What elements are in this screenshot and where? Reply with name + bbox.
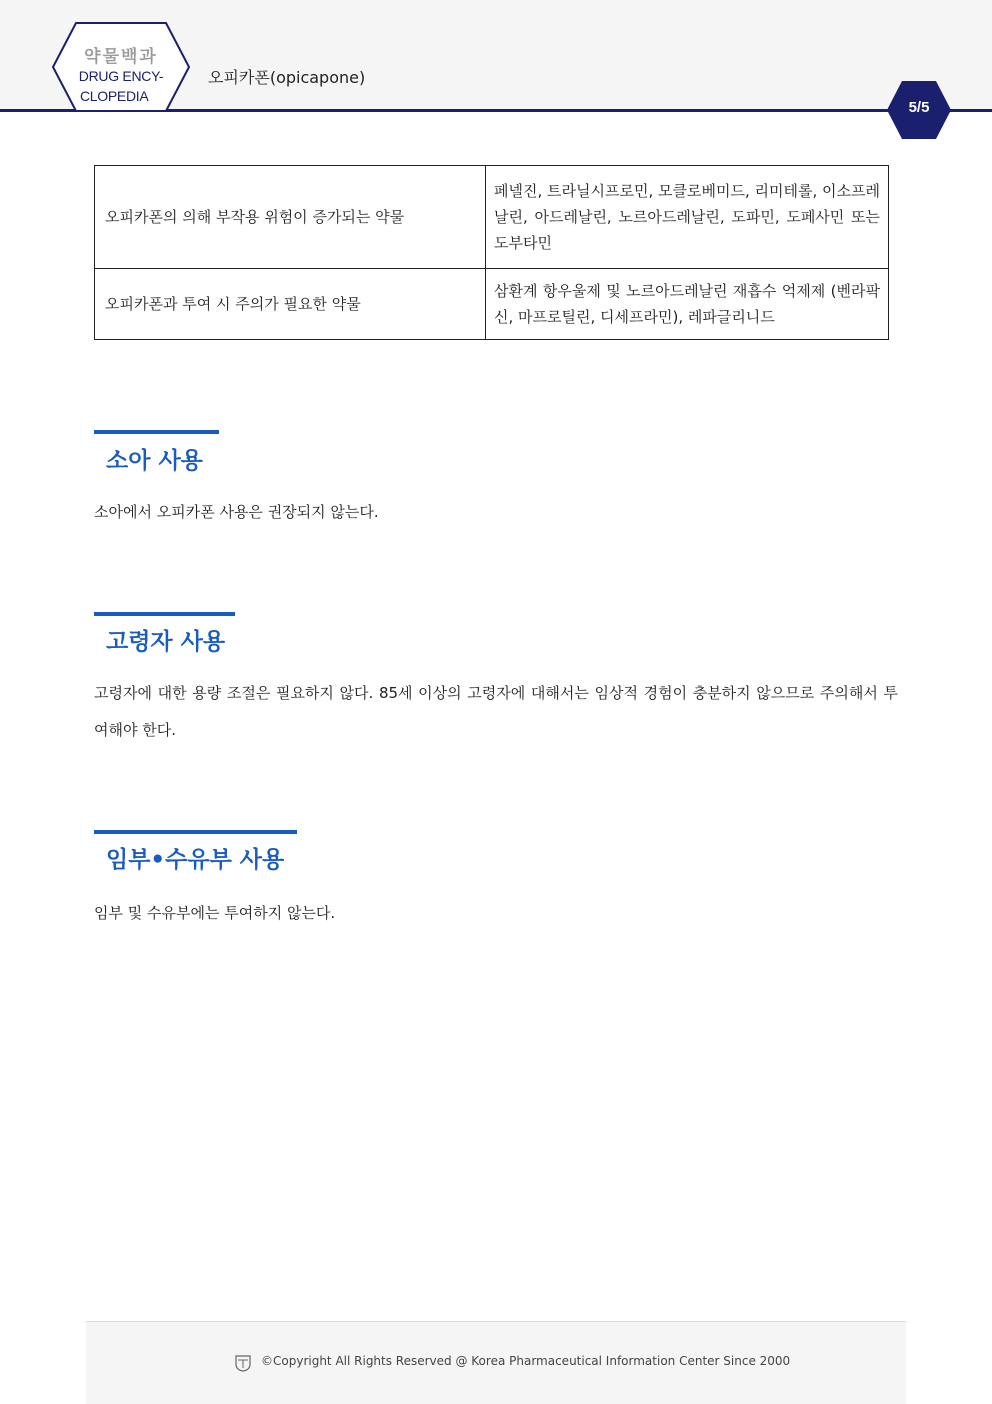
- emblem-icon: [235, 1354, 251, 1372]
- section-heading-pregnancy: 임부•수유부 사용: [106, 847, 285, 873]
- section-accent-bar: [94, 612, 235, 616]
- section-text-pregnancy: 임부 및 수유부에는 투여하지 않는다.: [94, 904, 336, 922]
- logo-english-line1: DRUG ENCY-: [78, 68, 164, 84]
- section-accent-bar: [94, 430, 219, 434]
- footer: [86, 1321, 906, 1404]
- table-cell-value: 페넬진, 트라닐시프로민, 모클로베미드, 리미테롤, 이소프레날린, 아드레날린, 노르아드레날린, 도파민, 도페사민 또는 도부타민: [486, 166, 889, 269]
- page-indicator-badge: [886, 80, 952, 140]
- table-row: [95, 166, 889, 269]
- drug-interaction-table: [94, 165, 889, 340]
- logo: [52, 22, 192, 112]
- section-accent-bar: [94, 830, 297, 834]
- table-cell-label: 오피카폰과 투여 시 주의가 필요한 약물: [95, 269, 486, 340]
- footer-copyright: ©Copyright All Rights Reserved @ Korea Pharmaceutical Information Center Since 2000: [261, 1354, 791, 1368]
- section-text-pediatric: 소아에서 오피카폰 사용은 권장되지 않는다.: [94, 503, 379, 521]
- logo-english-line2: CLOPEDIA: [80, 88, 149, 104]
- section-text-elderly: 고령자에 대한 용량 조절은 필요하지 않다. 85세 이상의 고령자에 대해서는 임상적 경험이 충분하지 않으므로 주의해서 투여해야 한다.: [94, 684, 898, 739]
- section-heading-pediatric: 소아 사용: [106, 448, 203, 474]
- table-row: [95, 269, 889, 340]
- logo-korean-text: 약물백과: [84, 47, 158, 67]
- page-indicator: 5/5: [908, 99, 930, 116]
- table-cell-value: 삼환계 항우울제 및 노르아드레날린 재흡수 억제제 (벤라팍신, 마프로틸린, 디세프라민), 레파글리니드: [486, 269, 889, 340]
- table-cell-label: 오피카폰의 의해 부작용 위험이 증가되는 약물: [95, 166, 486, 269]
- section-heading-elderly: 고령자 사용: [106, 629, 226, 655]
- document-title: 오피카폰(opicapone): [208, 68, 366, 87]
